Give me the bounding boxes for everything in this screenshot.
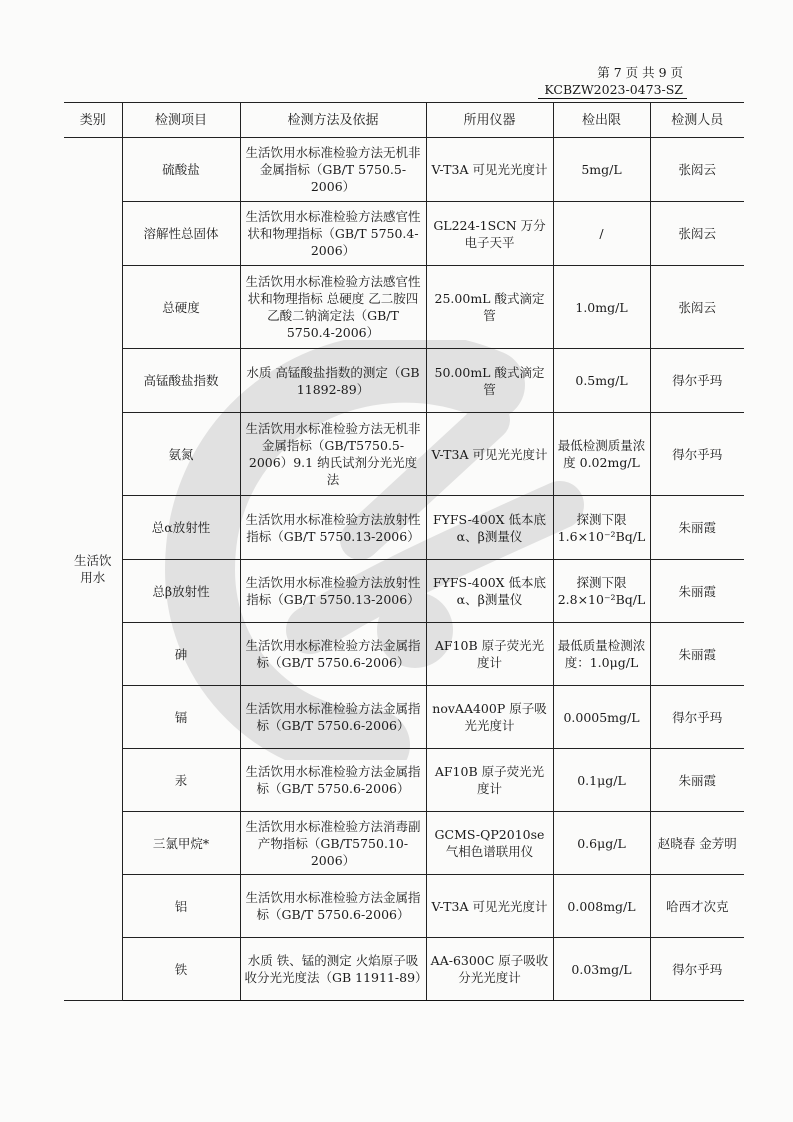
instrument-cell: AA-6300C 原子吸收分光光度计 bbox=[426, 938, 553, 1001]
instrument-cell: AF10B 原子荧光光度计 bbox=[426, 749, 553, 812]
instrument-cell: GCMS-QP2010se 气相色谱联用仪 bbox=[426, 812, 553, 875]
instrument-cell: FYFS-400X 低本底α、β测量仪 bbox=[426, 496, 553, 560]
tester-cell: 得尔乎玛 bbox=[650, 413, 744, 496]
table-row bbox=[64, 560, 744, 623]
table-row bbox=[64, 202, 744, 266]
method-cell: 生活饮用水标准检验方法金属指标（GB/T 5750.6-2006） bbox=[240, 686, 426, 749]
tester-cell: 哈西才次克 bbox=[650, 875, 744, 938]
table-row bbox=[64, 138, 744, 202]
item-cell: 硫酸盐 bbox=[122, 138, 240, 202]
tester-cell: 得尔乎玛 bbox=[650, 349, 744, 413]
table-row bbox=[64, 349, 744, 413]
instrument-cell: V-T3A 可见光光度计 bbox=[426, 138, 553, 202]
item-cell: 铁 bbox=[122, 938, 240, 1001]
table-row bbox=[64, 266, 744, 349]
method-cell: 生活饮用水标准检验方法感官性状和物理指标 总硬度 乙二胺四乙酸二钠滴定法（GB/T 5750.4-2006） bbox=[240, 266, 426, 349]
limit-cell: / bbox=[553, 202, 650, 266]
item-cell: 汞 bbox=[122, 749, 240, 812]
method-cell: 生活饮用水标准检验方法放射性指标（GB/T 5750.13-2006） bbox=[240, 496, 426, 560]
limit-cell: 最低检测质量浓度 0.02mg/L bbox=[553, 413, 650, 496]
item-cell: 三氯甲烷* bbox=[122, 812, 240, 875]
test-methods-table bbox=[64, 102, 744, 1001]
instrument-cell: 50.00mL 酸式滴定管 bbox=[426, 349, 553, 413]
item-cell: 溶解性总固体 bbox=[122, 202, 240, 266]
limit-cell: 0.03mg/L bbox=[553, 938, 650, 1001]
tester-cell: 得尔乎玛 bbox=[650, 686, 744, 749]
item-cell: 总β放射性 bbox=[122, 560, 240, 623]
tester-cell: 张闳云 bbox=[650, 266, 744, 349]
item-cell: 总硬度 bbox=[122, 266, 240, 349]
method-cell: 水质 高锰酸盐指数的测定（GB 11892-89） bbox=[240, 349, 426, 413]
column-header-limit: 检出限 bbox=[553, 103, 650, 138]
method-cell: 生活饮用水标准检验方法无机非金属指标（GB/T 5750.5-2006） bbox=[240, 138, 426, 202]
limit-cell: 1.0mg/L bbox=[553, 266, 650, 349]
tester-cell: 朱丽霞 bbox=[650, 749, 744, 812]
limit-cell: 0.6μg/L bbox=[553, 812, 650, 875]
table-row bbox=[64, 496, 744, 560]
limit-cell: 0.008mg/L bbox=[553, 875, 650, 938]
tester-cell: 张闳云 bbox=[650, 202, 744, 266]
column-header-tester: 检测人员 bbox=[650, 103, 744, 138]
item-cell: 氨氮 bbox=[122, 413, 240, 496]
instrument-cell: GL224-1SCN 万分电子天平 bbox=[426, 202, 553, 266]
instrument-cell: FYFS-400X 低本底α、β测量仪 bbox=[426, 560, 553, 623]
item-cell: 镉 bbox=[122, 686, 240, 749]
tester-cell: 得尔乎玛 bbox=[650, 938, 744, 1001]
table-row bbox=[64, 938, 744, 1001]
method-cell: 生活饮用水标准检验方法金属指标（GB/T 5750.6-2006） bbox=[240, 749, 426, 812]
item-cell: 砷 bbox=[122, 623, 240, 686]
limit-cell: 0.1μg/L bbox=[553, 749, 650, 812]
tester-cell: 朱丽霞 bbox=[650, 496, 744, 560]
method-cell: 生活饮用水标准检验方法消毒副产物指标（GB/T5750.10-2006） bbox=[240, 812, 426, 875]
method-cell: 生活饮用水标准检验方法金属指标（GB/T 5750.6-2006） bbox=[240, 623, 426, 686]
column-header-instrument: 所用仪器 bbox=[426, 103, 553, 138]
report-number: KCBZW2023-0473-SZ bbox=[544, 82, 683, 97]
method-cell: 生活饮用水标准检验方法感官性状和物理指标（GB/T 5750.4-2006） bbox=[240, 202, 426, 266]
method-cell: 生活饮用水标准检验方法无机非金属指标（GB/T5750.5-2006）9.1 纳氏试剂分光光度法 bbox=[240, 413, 426, 496]
table-header-row bbox=[64, 103, 744, 138]
tester-cell: 朱丽霞 bbox=[650, 623, 744, 686]
instrument-cell: novAA400P 原子吸光光度计 bbox=[426, 686, 553, 749]
page-header bbox=[544, 64, 683, 98]
header-rule bbox=[538, 98, 687, 99]
tester-cell: 张闳云 bbox=[650, 138, 744, 202]
column-header-category: 类别 bbox=[64, 103, 122, 138]
table-row bbox=[64, 812, 744, 875]
page-info: 第 7 页 共 9 页 bbox=[597, 65, 683, 80]
table-row bbox=[64, 749, 744, 812]
table-row bbox=[64, 413, 744, 496]
category-cell: 生活饮用水 bbox=[64, 138, 122, 1001]
table-row bbox=[64, 623, 744, 686]
method-cell: 生活饮用水标准检验方法放射性指标（GB/T 5750.13-2006） bbox=[240, 560, 426, 623]
table-row bbox=[64, 686, 744, 749]
column-header-method: 检测方法及依据 bbox=[240, 103, 426, 138]
instrument-cell: V-T3A 可见光光度计 bbox=[426, 413, 553, 496]
limit-cell: 0.5mg/L bbox=[553, 349, 650, 413]
table-row bbox=[64, 875, 744, 938]
limit-cell: 探测下限 2.8×10⁻²Bq/L bbox=[553, 560, 650, 623]
limit-cell: 最低质量检测浓度：1.0μg/L bbox=[553, 623, 650, 686]
method-cell: 生活饮用水标准检验方法金属指标（GB/T 5750.6-2006） bbox=[240, 875, 426, 938]
instrument-cell: 25.00mL 酸式滴定管 bbox=[426, 266, 553, 349]
method-cell: 水质 铁、锰的测定 火焰原子吸收分光光度法（GB 11911-89） bbox=[240, 938, 426, 1001]
tester-cell: 朱丽霞 bbox=[650, 560, 744, 623]
instrument-cell: V-T3A 可见光光度计 bbox=[426, 875, 553, 938]
item-cell: 铝 bbox=[122, 875, 240, 938]
limit-cell: 0.0005mg/L bbox=[553, 686, 650, 749]
limit-cell: 5mg/L bbox=[553, 138, 650, 202]
item-cell: 高锰酸盐指数 bbox=[122, 349, 240, 413]
column-header-item: 检测项目 bbox=[122, 103, 240, 138]
item-cell: 总α放射性 bbox=[122, 496, 240, 560]
limit-cell: 探测下限 1.6×10⁻²Bq/L bbox=[553, 496, 650, 560]
tester-cell: 赵晓春 金芳明 bbox=[650, 812, 744, 875]
instrument-cell: AF10B 原子荧光光度计 bbox=[426, 623, 553, 686]
